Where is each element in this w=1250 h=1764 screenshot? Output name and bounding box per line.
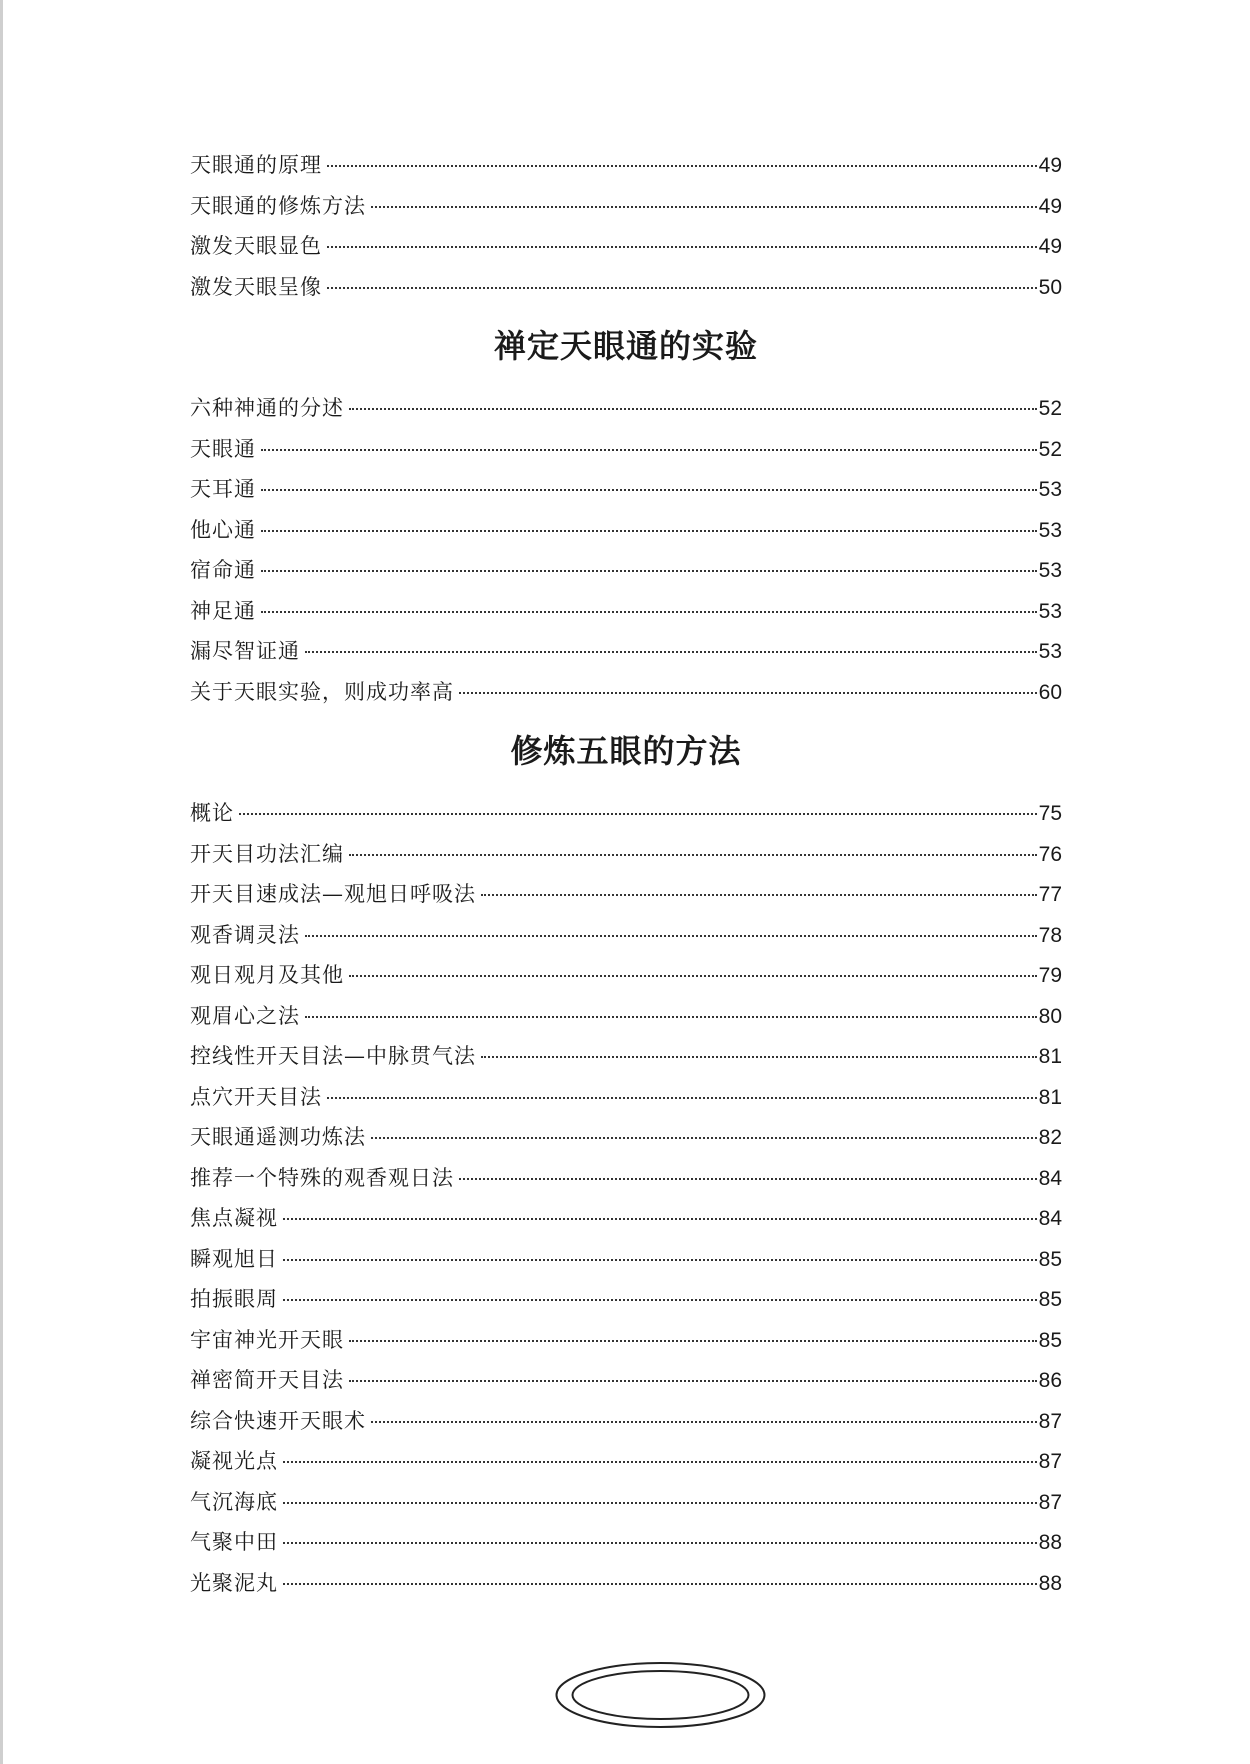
dot-leader (283, 1259, 1037, 1261)
toc-entry-page: 75 (1038, 802, 1062, 825)
toc-entry-page: 60 (1038, 680, 1062, 704)
dot-leader (305, 935, 1037, 937)
toc-entry-page: 85 (1038, 1247, 1062, 1271)
dot-leader (459, 692, 1037, 694)
dot-leader (327, 1097, 1037, 1099)
toc-entry[interactable] (190, 955, 1062, 996)
toc-section-2 (190, 388, 1062, 712)
toc-entry-page: 87 (1038, 1450, 1062, 1473)
dot-leader (283, 1299, 1037, 1301)
dot-leader (481, 1056, 1037, 1058)
table-of-contents (190, 145, 1062, 1603)
toc-entry[interactable] (190, 429, 1062, 470)
section-heading-2: 禅定天眼通的实验 (493, 327, 758, 365)
toc-entry-title: 观日观月及其他 (190, 963, 344, 987)
toc-entry-page: 52 (1038, 437, 1062, 461)
toc-entry-page: 49 (1038, 235, 1062, 258)
toc-entry[interactable] (190, 1279, 1062, 1320)
toc-entry-page: 79 (1038, 964, 1062, 987)
toc-entry[interactable] (190, 1239, 1062, 1280)
toc-entry-title: 观香调灵法 (190, 922, 300, 947)
page-left-edge (0, 0, 3, 1764)
dot-leader (327, 165, 1037, 167)
toc-entry-page: 53 (1038, 559, 1062, 582)
toc-entry-page: 50 (1038, 275, 1062, 299)
dot-leader (371, 1421, 1037, 1423)
toc-entry-title: 凝视光点 (190, 1449, 278, 1473)
toc-entry-title: 六种神通的分述 (190, 396, 344, 420)
toc-entry-title: 天耳通 (190, 477, 256, 501)
dot-leader (349, 975, 1037, 977)
toc-entry[interactable] (190, 186, 1062, 227)
toc-entry[interactable] (190, 672, 1062, 713)
dot-leader (349, 1380, 1037, 1382)
dot-leader (327, 246, 1037, 248)
toc-entry-page: 78 (1038, 923, 1062, 947)
toc-entry-title: 拍振眼周 (190, 1287, 278, 1311)
toc-entry-title: 神足通 (190, 598, 256, 623)
toc-entry-page: 85 (1038, 1288, 1062, 1311)
toc-entry-page: 81 (1038, 1045, 1062, 1068)
toc-entry[interactable] (190, 510, 1062, 551)
toc-entry-page: 88 (1038, 1571, 1062, 1595)
toc-entry-page: 77 (1038, 883, 1062, 906)
toc-entry-page: 82 (1038, 1126, 1062, 1149)
toc-entry[interactable] (190, 1117, 1062, 1158)
toc-entry[interactable] (190, 915, 1062, 956)
toc-entry-title: 漏尽智证通 (190, 639, 300, 663)
toc-entry-title: 光聚泥丸 (190, 1570, 278, 1595)
toc-entry-title: 推荐一个特殊的观香观日法 (190, 1165, 454, 1190)
dot-leader (459, 1178, 1037, 1180)
toc-entry-page: 88 (1038, 1531, 1062, 1554)
section-heading-3: 修炼五眼的方法 (510, 732, 742, 770)
toc-entry-title: 禅密简开天目法 (190, 1368, 344, 1392)
toc-entry-page: 87 (1038, 1409, 1062, 1433)
toc-entry-page: 53 (1038, 518, 1062, 542)
dot-leader (371, 1137, 1037, 1139)
toc-entry-page: 53 (1038, 599, 1062, 623)
dot-leader (349, 854, 1037, 856)
dot-leader (327, 287, 1037, 289)
toc-entry-page: 52 (1038, 397, 1062, 420)
toc-entry-title: 激发天眼显色 (190, 234, 322, 258)
toc-entry-title: 综合快速开天眼术 (190, 1408, 366, 1433)
toc-entry-title: 观眉心之法 (190, 1003, 300, 1028)
toc-entry-title: 宿命通 (190, 558, 256, 582)
toc-entry-page: 76 (1038, 842, 1062, 866)
toc-entry[interactable] (190, 145, 1062, 186)
toc-entry[interactable] (190, 1198, 1062, 1239)
toc-entry[interactable] (190, 996, 1062, 1037)
toc-entry[interactable] (190, 591, 1062, 632)
toc-entry[interactable] (190, 1522, 1062, 1563)
footer-oval-ornament (553, 1660, 768, 1730)
toc-entry-page: 49 (1038, 154, 1062, 177)
dot-leader (349, 408, 1037, 410)
toc-entry-page: 84 (1038, 1207, 1062, 1230)
toc-entry[interactable] (190, 631, 1062, 672)
toc-entry[interactable] (190, 1158, 1062, 1199)
dot-leader (261, 611, 1037, 613)
toc-entry[interactable] (190, 874, 1062, 915)
toc-entry[interactable] (190, 1077, 1062, 1118)
dot-leader (481, 894, 1037, 896)
toc-entry[interactable] (190, 1401, 1062, 1442)
toc-entry-page: 84 (1038, 1166, 1062, 1190)
dot-leader (283, 1542, 1037, 1544)
toc-entry-title: 开天目速成法—观旭日呼吸法 (190, 882, 476, 906)
dot-leader (283, 1461, 1037, 1463)
toc-entry[interactable] (190, 1563, 1062, 1604)
dot-leader (371, 206, 1037, 208)
toc-entry-title: 瞬观旭日 (190, 1246, 278, 1271)
toc-entry[interactable] (190, 388, 1062, 429)
toc-entry[interactable] (190, 834, 1062, 875)
toc-entry-page: 53 (1038, 478, 1062, 501)
toc-entry-title: 激发天眼呈像 (190, 274, 322, 299)
toc-entry[interactable] (190, 550, 1062, 591)
toc-entry-title: 天眼通遥测功炼法 (190, 1125, 366, 1149)
toc-entry-title: 天眼通 (190, 436, 256, 461)
toc-entry-page: 53 (1038, 640, 1062, 663)
toc-entry-title: 气聚中田 (190, 1530, 278, 1554)
toc-entry[interactable] (190, 1441, 1062, 1482)
toc-entry[interactable] (190, 469, 1062, 510)
toc-entry-title: 控线性开天目法—中脉贯气法 (190, 1044, 476, 1068)
toc-entry[interactable] (190, 267, 1062, 308)
toc-entry-title: 概论 (190, 801, 234, 825)
dot-leader (305, 1016, 1037, 1018)
dot-leader (305, 651, 1037, 653)
toc-entry-title: 气沉海底 (190, 1489, 278, 1514)
toc-entry-page: 81 (1038, 1085, 1062, 1109)
toc-entry-title: 天眼通的原理 (190, 153, 322, 177)
toc-entry-title: 他心通 (190, 517, 256, 542)
dot-leader (283, 1583, 1037, 1585)
toc-entry[interactable] (190, 1360, 1062, 1401)
dot-leader (261, 570, 1037, 572)
toc-entry-title: 开天目功法汇编 (190, 841, 344, 866)
toc-entry-page: 86 (1038, 1369, 1062, 1392)
dot-leader (261, 449, 1037, 451)
dot-leader (283, 1218, 1037, 1220)
dot-leader (283, 1502, 1037, 1504)
toc-entry-page: 85 (1038, 1328, 1062, 1352)
dot-leader (239, 813, 1037, 815)
toc-section-3 (190, 793, 1062, 1603)
dot-leader (349, 1340, 1037, 1342)
toc-entry-title: 关于天眼实验，则成功率高 (190, 679, 454, 704)
toc-entry-title: 宇宙神光开天眼 (190, 1327, 344, 1352)
dot-leader (261, 489, 1037, 491)
toc-entry-page: 80 (1038, 1004, 1062, 1028)
toc-entry[interactable] (190, 1036, 1062, 1077)
toc-entry-title: 焦点凝视 (190, 1206, 278, 1230)
toc-entry-title: 天眼通的修炼方法 (190, 193, 366, 218)
toc-entry-page: 49 (1038, 194, 1062, 218)
toc-group-1 (190, 145, 1062, 307)
toc-entry-page: 87 (1038, 1490, 1062, 1514)
dot-leader (261, 530, 1037, 532)
toc-entry[interactable] (190, 226, 1062, 267)
toc-entry[interactable] (190, 1482, 1062, 1523)
toc-entry[interactable] (190, 1320, 1062, 1361)
toc-entry-title: 点穴开天目法 (190, 1084, 322, 1109)
toc-entry[interactable] (190, 793, 1062, 834)
